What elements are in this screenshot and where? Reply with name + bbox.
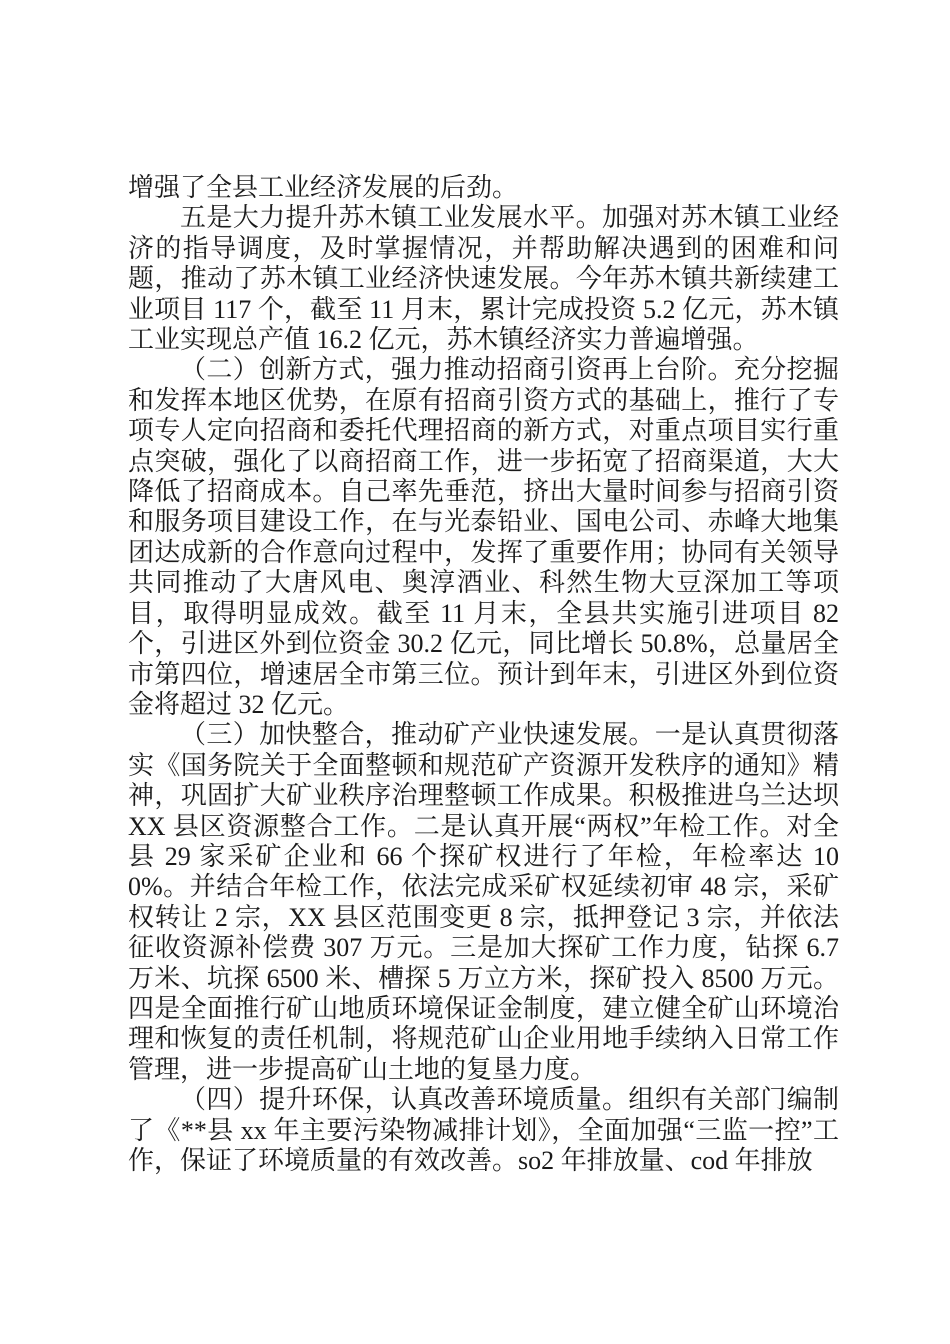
paragraph-section-two: （二）创新方式，强力推动招商引资再上台阶。充分挖掘和发挥本地区优势，在原有招商引资方式的基础上，推行了专项专人定向招商和委托代理招商的新方式，对重点项目实行重点突破，强化了以商招商工作，进一步拓宽了招商渠道，大大降低了招商成本。自己率先垂范，挤出大量时间参与招商引资和服务项目建设工作，在与光泰铅业、国电公司、赤峰大地集团达成新的合作意向过程中，发挥了重要作用；协同有关领导共同推动了大唐风电、奥淳酒业、科然生物大豆深加工等项目，取得明显成效。截至 11 月末，全县共实施引进项目 82 个，引进区外到位资金 30.2 亿元，同比增长 50.8%，总量居全市第四位，增速居全市第三位。预计到年末，引进区外到位资金将超过 32 亿元。 bbox=[128, 355, 839, 719]
paragraph-continuation: 增强了全县工业经济发展的后劲。 bbox=[128, 173, 519, 202]
paragraph-section-three: （三）加快整合，推动矿产业快速发展。一是认真贯彻落实《国务院关于全面整顿和规范矿产资源开发秩序的通知》精神，巩固扩大矿业秩序治理整顿工作成果。积极推进乌兰达坝 XX 县区资源整合工作。二是认真开展“两权”年检工作。对全县 29 家采矿企业和 66 个探矿权进行了年检，年检率达 100%。并结合年检工作，依法完成采矿权延续初审 48 宗，采矿权转让 2 宗，XX 县区范围变更 8 宗，抵押登记 3 宗，并依法征收资源补偿费 307 万元。三是加大探矿工作力度，钻探 6.7 万米、坑探 6500 米、槽探 5 万立方米，探矿投入 8500 万元。四是全面推行矿山地质环境保证金制度，建立健全矿山环境治理和恢复的责任机制，将规范矿山企业用地手续纳入日常工作管理，进一步提高矿山土地的复垦力度。 bbox=[128, 720, 839, 1084]
document-text-block bbox=[128, 173, 839, 1176]
paragraph-item-five: 五是大力提升苏木镇工业发展水平。加强对苏木镇工业经济的指导调度，及时掌握情况，并帮助解决遇到的困难和问题，推动了苏木镇工业经济快速发展。今年苏木镇共新续建工业项目 117 个，截至 11 月末，累计完成投资 5.2 亿元，苏木镇工业实现总产值 16.2 亿元，苏木镇经济实力普遍增强。 bbox=[128, 203, 839, 355]
paragraph-section-four: （四）提升环保，认真改善环境质量。组织有关部门编制了《**县 xx 年主要污染物减排计划》，全面加强“三监一控”工作，保证了环境质量的有效改善。so2 年排放量、cod 年排放 bbox=[128, 1085, 839, 1175]
